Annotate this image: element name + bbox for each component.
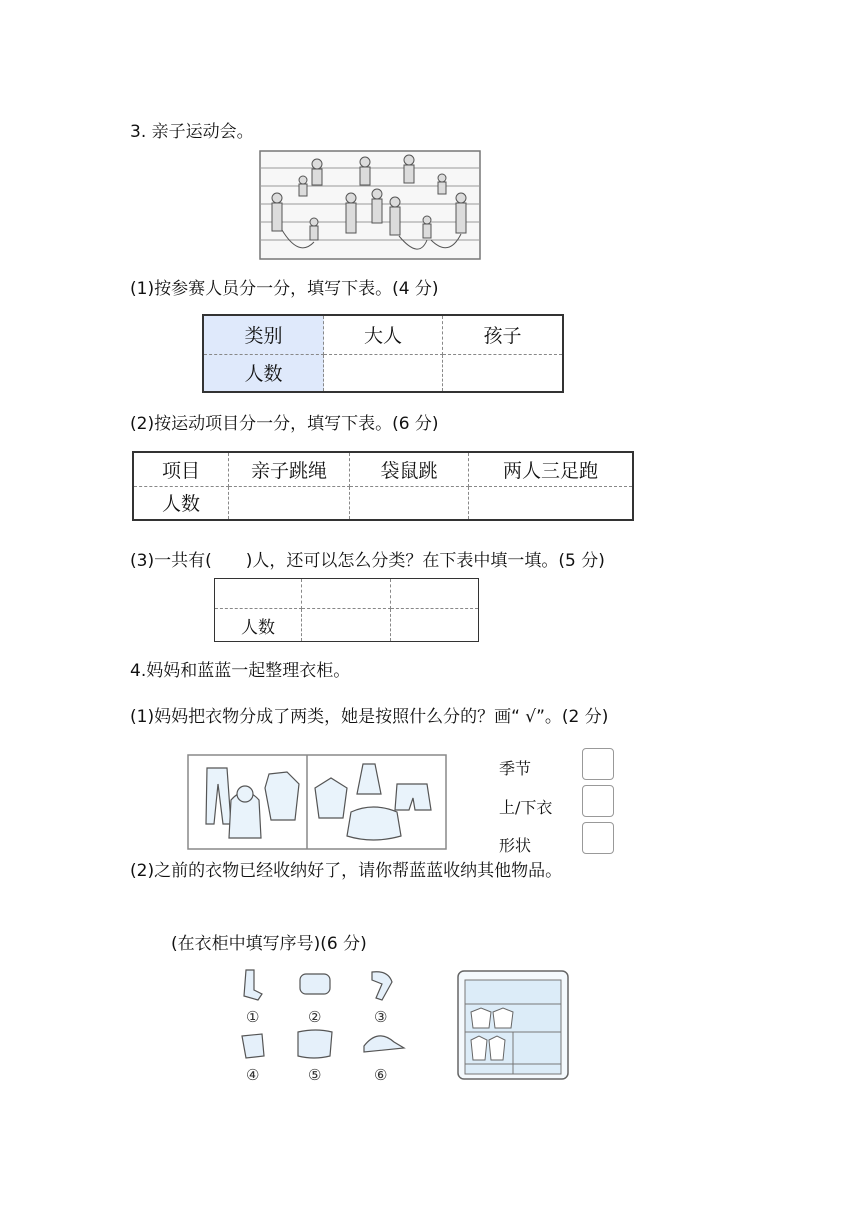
question-4-2-subprompt: (在衣柜中填写序号)(6 分)	[171, 934, 367, 954]
wardrobe-illustration[interactable]	[455, 968, 573, 1084]
cap-icon	[364, 1036, 404, 1052]
question-3-2-prompt: (2)按运动项目分一分，填写下表。(6 分)	[130, 414, 439, 434]
item-number: ⑥	[374, 1066, 388, 1084]
season-checkbox[interactable]	[582, 748, 614, 780]
prompt-part: (3)一共有(	[130, 551, 212, 571]
option-label-shape: 形状	[499, 836, 532, 855]
pillow-icon	[298, 1030, 332, 1058]
answer-cell[interactable]	[350, 486, 469, 520]
towel-icon	[300, 974, 330, 994]
question-3-title: 3. 亲子运动会。	[130, 122, 254, 142]
table-cell: 项目	[133, 452, 229, 486]
table-cell: 大人	[324, 315, 443, 354]
table-cell: 孩子	[442, 315, 563, 354]
question-3-3-prompt	[130, 546, 605, 571]
answer-cell[interactable]	[391, 609, 479, 642]
table-cell: 人数	[203, 354, 324, 392]
table-cell: 袋鼠跳	[350, 452, 469, 486]
item-number: ④	[246, 1066, 260, 1084]
upper-lower-checkbox[interactable]	[582, 785, 614, 817]
option-label-season: 季节	[499, 759, 532, 778]
participants-table	[202, 314, 564, 393]
question-3-1-prompt: (1)按参赛人员分一分，填写下表。(4 分)	[130, 279, 439, 299]
table-cell: 类别	[203, 315, 324, 354]
item-number: ①	[246, 1008, 260, 1026]
prompt-part: )人，还可以怎么分类？在下表中填一填。(5 分)	[245, 551, 605, 571]
question-4-2-prompt: (2)之前的衣物已经收纳好了，请你帮蓝蓝收纳其他物品。	[130, 861, 563, 881]
events-table	[132, 451, 634, 521]
socks-icon	[244, 970, 262, 1000]
sports-meet-illustration	[259, 150, 481, 260]
question-4-title: 4.妈妈和蓝蓝一起整理衣柜。	[130, 661, 351, 681]
gloves-icon	[242, 1034, 264, 1058]
question-4-1-prompt: (1)妈妈把衣物分成了两类，她是按照什么分的？画“ √”。(2 分)	[130, 707, 609, 727]
answer-cell[interactable]	[442, 354, 563, 392]
table-cell: 两人三足跑	[469, 452, 634, 486]
table-cell: 人数	[133, 486, 229, 520]
answer-cell[interactable]	[302, 609, 391, 642]
answer-cell[interactable]	[324, 354, 443, 392]
item-number: ⑤	[308, 1066, 322, 1084]
scarf-icon	[372, 972, 392, 1000]
item-number: ③	[374, 1008, 388, 1026]
answer-cell[interactable]	[302, 579, 391, 609]
option-label-upper-lower: 上/下衣	[499, 798, 553, 817]
custom-class-table	[214, 578, 479, 642]
items-illustration	[232, 966, 412, 1086]
item-number: ②	[308, 1008, 322, 1026]
table-cell: 亲子跳绳	[229, 452, 350, 486]
table-cell: 人数	[215, 609, 302, 642]
answer-cell[interactable]	[469, 486, 634, 520]
answer-cell[interactable]	[391, 579, 479, 609]
answer-cell[interactable]	[229, 486, 350, 520]
answer-cell[interactable]	[215, 579, 302, 609]
shape-checkbox[interactable]	[582, 822, 614, 854]
clothes-groups-illustration	[187, 754, 449, 852]
